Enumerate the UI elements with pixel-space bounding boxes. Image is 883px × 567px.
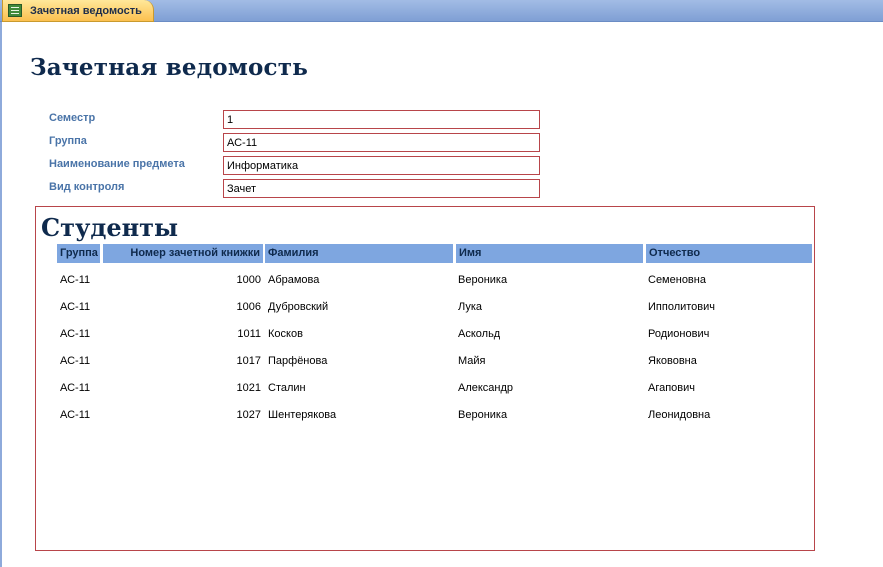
control-type-field[interactable]: Зачет bbox=[223, 179, 540, 198]
column-header-patronymic: Отчество bbox=[646, 244, 812, 263]
subform-title: Студенты bbox=[41, 213, 179, 242]
cell-name: Лука bbox=[458, 301, 483, 313]
cell-record-book: 1027 bbox=[236, 409, 261, 421]
cell-group: АС-11 bbox=[60, 409, 91, 421]
cell-surname: Дубровский bbox=[268, 301, 329, 313]
column-header-group: Группа bbox=[57, 244, 100, 263]
cell-name: Вероника bbox=[458, 409, 508, 421]
cell-patronymic: Семеновна bbox=[648, 274, 706, 286]
cell-group: АС-11 bbox=[60, 355, 91, 367]
cell-surname: Парфёнова bbox=[268, 355, 328, 367]
cell-patronymic: Якововна bbox=[648, 355, 697, 367]
cell-record-book: 1000 bbox=[236, 274, 261, 286]
form-icon bbox=[8, 4, 22, 17]
cell-group: АС-11 bbox=[60, 382, 91, 394]
group-field[interactable]: АС-11 bbox=[223, 133, 540, 152]
column-header-record-book: Номер зачетной книжки bbox=[103, 244, 263, 263]
cell-surname: Сталин bbox=[268, 382, 306, 394]
cell-group: АС-11 bbox=[60, 301, 91, 313]
cell-patronymic: Леонидовна bbox=[648, 409, 711, 421]
cell-group: АС-11 bbox=[60, 274, 91, 286]
cell-surname: Абрамова bbox=[268, 274, 320, 286]
cell-patronymic: Ипполитович bbox=[648, 301, 716, 313]
document-tab-strip bbox=[0, 0, 883, 22]
cell-name: Майя bbox=[458, 355, 486, 367]
cell-record-book: 1021 bbox=[236, 382, 261, 394]
subject-label: Наименование предмета bbox=[49, 158, 185, 170]
column-header-surname: Фамилия bbox=[265, 244, 453, 263]
document-tab-label: Зачетная ведомость bbox=[30, 4, 142, 17]
cell-name: Александр bbox=[458, 382, 514, 394]
cell-group: АС-11 bbox=[60, 328, 91, 340]
cell-patronymic: Агапович bbox=[648, 382, 696, 394]
group-label: Группа bbox=[49, 135, 87, 147]
cell-name: Вероника bbox=[458, 274, 508, 286]
left-border bbox=[0, 22, 2, 567]
cell-patronymic: Родионович bbox=[648, 328, 710, 340]
cell-record-book: 1006 bbox=[236, 301, 261, 313]
document-tab[interactable] bbox=[2, 0, 154, 22]
subject-field[interactable]: Информатика bbox=[223, 156, 540, 175]
cell-name: Аскольд bbox=[458, 328, 501, 340]
cell-record-book: 1011 bbox=[237, 328, 261, 340]
control-type-label: Вид контроля bbox=[49, 181, 125, 193]
students-subform bbox=[35, 206, 815, 551]
cell-record-book: 1017 bbox=[236, 355, 261, 367]
column-header-name: Имя bbox=[456, 244, 643, 263]
cell-surname: Косков bbox=[268, 328, 303, 340]
semester-label: Семестр bbox=[49, 112, 96, 124]
form-title: Зачетная ведомость bbox=[30, 54, 309, 81]
semester-field[interactable]: 1 bbox=[223, 110, 540, 129]
cell-surname: Шентерякова bbox=[268, 409, 337, 421]
